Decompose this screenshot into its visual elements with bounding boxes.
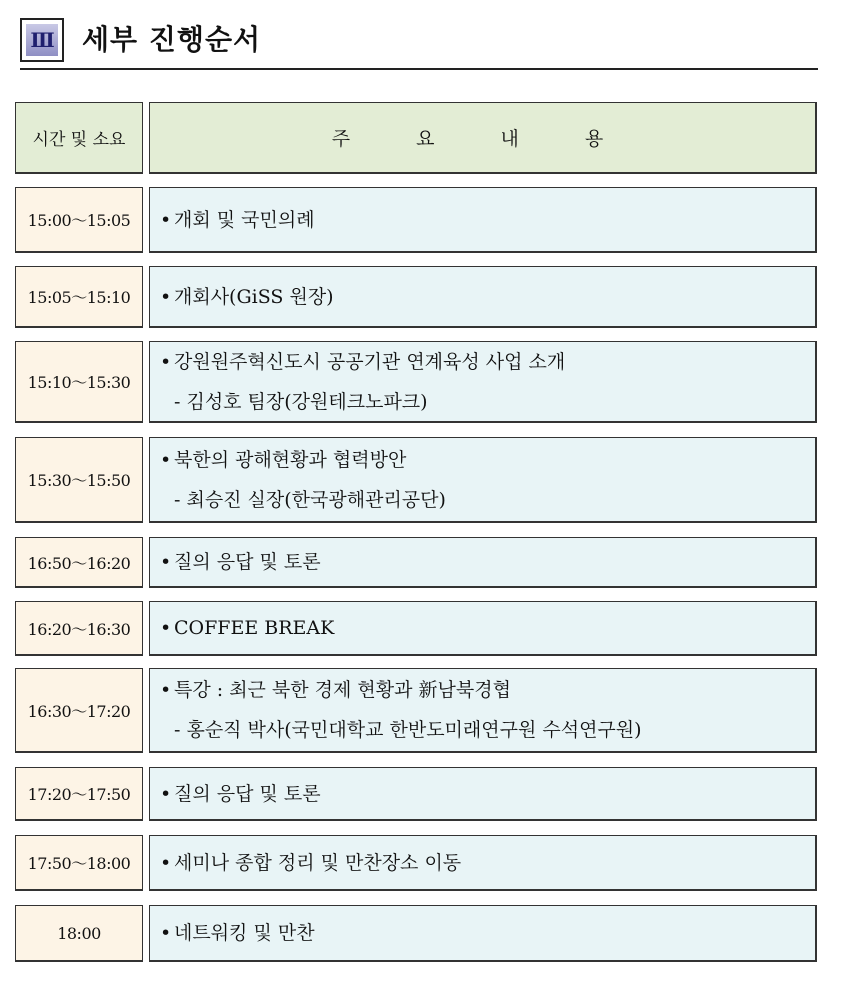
item-text: 세미나 종합 정리 및 만찬장소 이동	[174, 851, 462, 874]
speaker-line	[160, 382, 815, 422]
table-row	[15, 905, 817, 962]
time-cell: 16:50～16:20	[15, 537, 143, 588]
time-cell: 16:20～16:30	[15, 601, 143, 656]
section-number-badge	[20, 18, 64, 62]
item-line	[160, 342, 815, 382]
bullet-icon: •	[160, 551, 172, 573]
table-row	[15, 437, 817, 523]
item-text: 강원원주혁신도시 공공기관 연계육성 사업 소개	[174, 350, 566, 373]
time-cell: 15:00～15:05	[15, 187, 143, 253]
item-text: 개회사(GiSS 원장)	[174, 285, 334, 308]
bullet-icon: •	[160, 350, 172, 373]
item-text: COFFEE BREAK	[174, 617, 335, 639]
time-cell: 16:30～17:20	[15, 668, 143, 753]
item-line	[160, 774, 815, 814]
section-title: 세부 진행순서	[82, 23, 262, 56]
header-content-cell: 주 요 내 용	[149, 102, 817, 174]
content-cell	[149, 905, 817, 962]
bullet-icon: •	[160, 922, 172, 944]
item-line	[160, 843, 815, 883]
item-text: - 김성호 팀장(강원테크노파크)	[174, 390, 428, 413]
item-line	[160, 277, 815, 317]
content-cell	[149, 187, 817, 253]
item-text: 개회 및 국민의례	[174, 208, 315, 231]
time-cell: 15:05～15:10	[15, 266, 143, 328]
item-text: 질의 응답 및 토론	[174, 782, 321, 805]
item-text: - 홍순직 박사(국민대학교 한반도미래연구원 수석연구원)	[174, 719, 642, 741]
bullet-icon: •	[160, 448, 172, 471]
content-cell	[149, 601, 817, 656]
section-number: Ⅲ	[26, 24, 58, 56]
item-line	[160, 542, 815, 582]
table-row	[15, 537, 817, 588]
content-cell	[149, 668, 817, 753]
time-cell: 15:30～15:50	[15, 437, 143, 523]
content-cell	[149, 266, 817, 328]
content-cell	[149, 341, 817, 423]
content-cell	[149, 437, 817, 523]
table-row	[15, 767, 817, 821]
header-time-cell: 시간 및 소요	[15, 102, 143, 174]
speaker-line	[160, 710, 815, 750]
time-cell: 17:50～18:00	[15, 835, 143, 891]
item-line	[160, 200, 815, 240]
bullet-icon: •	[160, 782, 172, 805]
table-row	[15, 601, 817, 656]
time-cell: 17:20～17:50	[15, 767, 143, 821]
item-line	[160, 670, 815, 710]
bullet-icon: •	[160, 208, 172, 231]
item-text: 북한의 광해현황과 협력방안	[174, 448, 407, 471]
item-text: - 최승진 실장(한국광해관리공단)	[174, 488, 446, 511]
table-header-row	[15, 102, 817, 174]
bullet-icon: •	[160, 679, 172, 701]
content-cell	[149, 835, 817, 891]
item-line	[160, 913, 815, 953]
item-text: 네트워킹 및 만찬	[174, 922, 315, 944]
content-cell	[149, 767, 817, 821]
speaker-line	[160, 480, 815, 520]
table-row	[15, 668, 817, 753]
item-line	[160, 440, 815, 480]
bullet-icon: •	[160, 285, 172, 308]
bullet-icon: •	[160, 617, 172, 639]
item-line	[160, 608, 815, 648]
table-row	[15, 341, 817, 423]
table-row	[15, 835, 817, 891]
time-cell: 18:00	[15, 905, 143, 962]
time-cell: 15:10～15:30	[15, 341, 143, 423]
table-row	[15, 187, 817, 253]
section-header	[20, 18, 818, 70]
table-row	[15, 266, 817, 328]
bullet-icon: •	[160, 851, 172, 874]
content-cell	[149, 537, 817, 588]
item-text: 질의 응답 및 토론	[174, 551, 321, 573]
item-text: 특강 : 최근 북한 경제 현황과 新남북경협	[174, 679, 511, 701]
